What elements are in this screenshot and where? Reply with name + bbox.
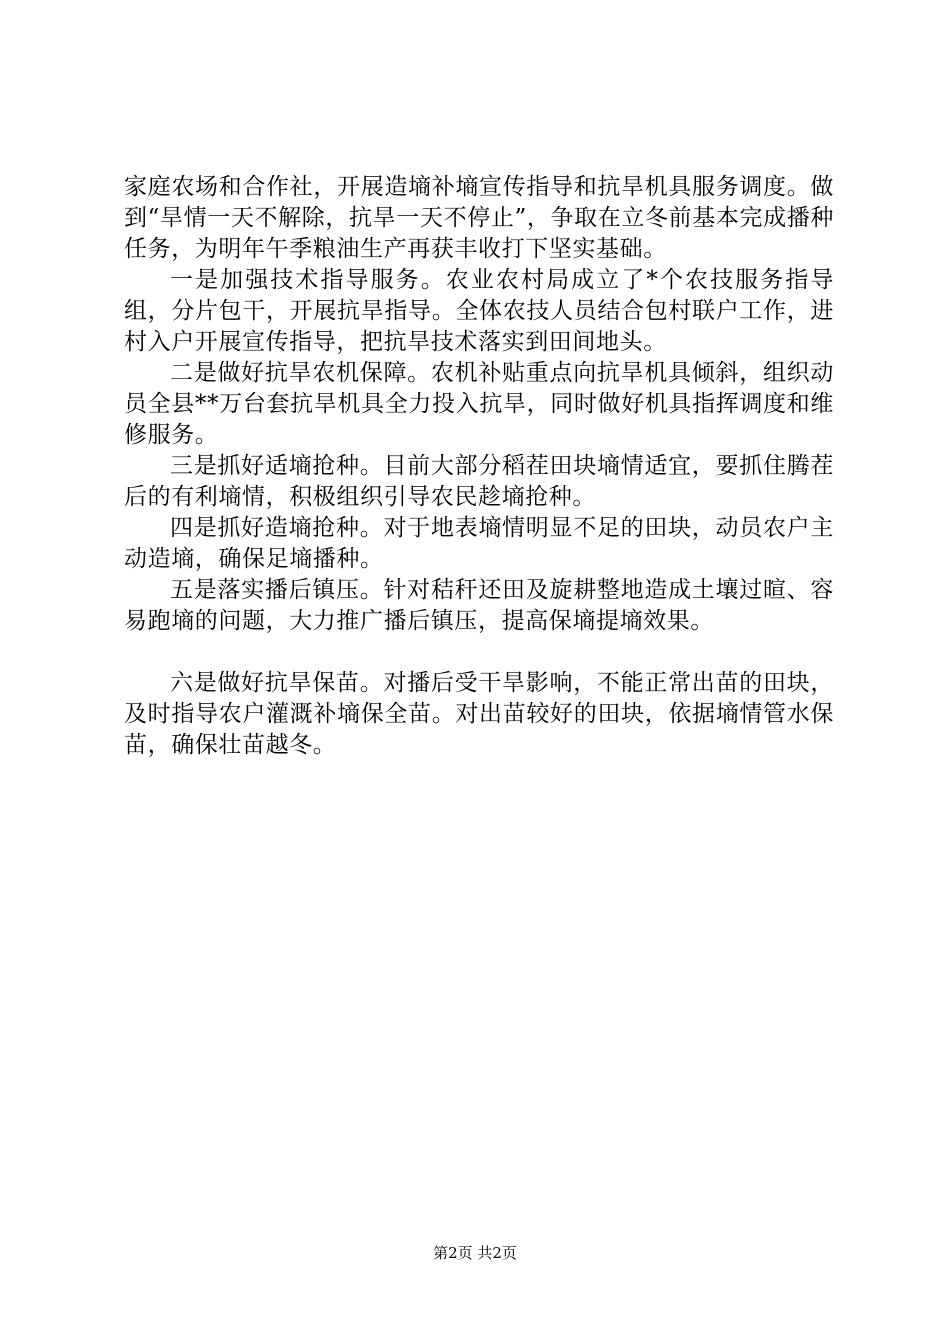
page-number: 第2页 共2页 [433, 1244, 517, 1262]
paragraph-technical-guidance: 一是加强技术指导服务。农业农村局成立了*个农技服务指导组，分片包干，开展抗旱指导。全体农技人员结合包村联户工作，进村入户开展宣传指导，把抗旱技术落实到田间地头。 [124, 267, 834, 355]
paragraph-post-sowing-compaction: 五是落实播后镇压。针对秸秆还田及旋耕整地造成土壤过暄、容易跑墒的问题，大力推广播后镇压，提高保墒提墒效果。 [124, 577, 834, 634]
document-body [124, 172, 834, 761]
page-footer [0, 1243, 950, 1263]
paragraph-continuation: 家庭农场和合作社，开展造墒补墒宣传指导和抗旱机具服务调度。做到“旱情一天不解除，抗旱一天不停止”，争取在立冬前基本完成播种任务，为明年午季粮油生产再获丰收打下坚实基础。 [124, 174, 834, 262]
paragraph-seedling-protection: 六是做好抗旱保苗。对播后受干旱影响，不能正常出苗的田块，及时指导农户灌溉补墒保全苗。对出苗较好的田块，依据墒情管水保苗，确保壮苗越冬。 [124, 670, 834, 758]
paragraph-moisture-sowing: 四是抓好造墒抢种。对于地表墒情明显不足的田块，动员农户主动造墒，确保足墒播种。 [124, 515, 834, 572]
paragraph-timely-sowing: 三是抓好适墒抢种。目前大部分稻茬田块墒情适宜，要抓住腾茬后的有利墒情，积极组织引导农民趁墒抢种。 [124, 453, 834, 510]
paragraph-machinery-support: 二是做好抗旱农机保障。农机补贴重点向抗旱机具倾斜，组织动员全县**万台套抗旱机具全力投入抗旱，同时做好机具指挥调度和维修服务。 [124, 360, 834, 448]
